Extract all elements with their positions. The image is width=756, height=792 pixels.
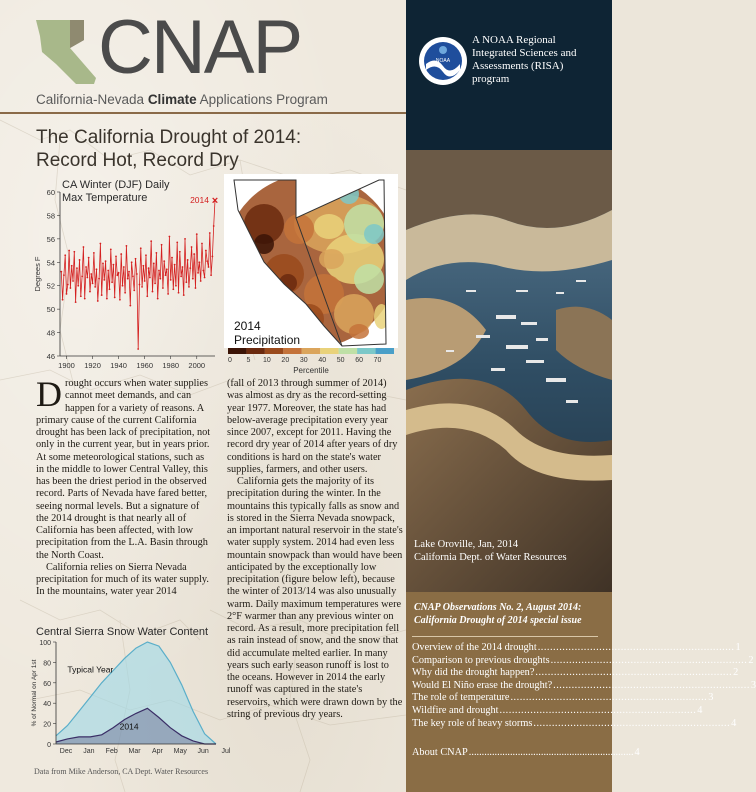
toc-leader: [510, 692, 707, 705]
page-title: The California Drought of 2014: Record Hot, Record Dry: [36, 127, 302, 171]
temperature-point: [67, 284, 69, 286]
toc-heading: CNAP Observations No. 2, August 2014: California Drought of 2014 special issue: [414, 602, 582, 626]
temperature-point: [109, 288, 111, 290]
toc-item-label: Overview of the 2014 drought: [412, 642, 537, 653]
paragraph: California gets the majority of its precipitation during the winter. In the mountains this typically falls as snow and is stored in the Sierra Nevada snowpack, an important natural reservoir in the state's water supply system. 2014 had even less mountain snowpack than would have been anticipated by the exceptionally low precipitation (figure below left), because the winter of 2013/14 was also unusually warm. Daily maximum temperatures were 2°F warmer than any previous winter on record. As a result, more precipitation fell as rain instead of snow, and the snow that did accumulate melted earlier. In many years such early season runoff is lost to the oceans. However in 2014 the early runoff was captured in the state's reservoirs, which were drawn down by the string of previous dry years.: [227, 476, 403, 720]
temperature-chart: [30, 172, 230, 372]
temperature-point: [120, 253, 122, 255]
temperature-point: [139, 284, 141, 286]
toc-item[interactable]: [412, 679, 756, 693]
temperature-point: [103, 279, 105, 281]
temperature-point: [96, 268, 98, 270]
temperature-point: [140, 247, 142, 249]
temperature-point: [76, 267, 78, 269]
temperature-point: [70, 287, 72, 289]
temperature-point: [83, 246, 85, 248]
noaa-description: A NOAA Regional Integrated Sciences and Assessments (RISA) program: [472, 34, 577, 85]
y-tick-label: 80: [43, 660, 51, 668]
toc-item-label: Why did the drought happen?: [412, 667, 535, 679]
noaa-logo-icon: [418, 36, 468, 86]
temperature-point: [129, 305, 131, 307]
toc-divider: [412, 636, 598, 637]
toc-item[interactable]: [412, 692, 714, 705]
temperature-point: [144, 280, 146, 282]
y-tick-label: 50: [46, 305, 55, 315]
temperature-point: [68, 250, 70, 252]
legend-tick: 0: [228, 357, 232, 364]
temperature-point: [166, 268, 168, 270]
snow-chart-source: Data from Mike Anderson, CA Dept. Water Resources: [34, 767, 209, 776]
temperature-point: [187, 259, 189, 261]
temperature-point: [77, 285, 79, 287]
x-tick-label: 1900: [58, 361, 75, 370]
temperature-point: [84, 298, 86, 300]
temperature-series-line: [61, 200, 215, 349]
temperature-point: [150, 240, 152, 242]
cnap-logo-text: CNAP: [98, 5, 302, 90]
chart-title: Max Temperature: [62, 192, 148, 204]
paragraph: (fall of 2013 through summer of 2014) was almost as dry as the record-setting year 1977. Moreover, the state has had below-average precipitation every year since 2007, except for 2011. Having the record dry year of 2014 after years of dry conditions is hard on the state's water supplies, farmers, and other users.: [227, 378, 398, 475]
map-region: [349, 324, 369, 339]
temperature-point: [128, 271, 130, 273]
temperature-point: [93, 252, 95, 254]
x-tick-label: 2000: [188, 361, 206, 370]
map-region: [319, 249, 344, 269]
temperature-point: [106, 298, 108, 300]
temperature-point: [88, 257, 90, 259]
legend-swatch: [339, 348, 357, 354]
toc-item-label: Comparison to previous droughts: [412, 654, 550, 666]
snow-chart: [28, 638, 231, 768]
temperature-point: [182, 266, 184, 268]
toc-item-page: 4: [731, 717, 737, 729]
temperature-point: [89, 291, 91, 293]
legend-tick: 10: [262, 357, 271, 364]
svg-text:NOAA: NOAA: [435, 58, 451, 64]
photo-caption: Lake Oroville, Jan, 2014 California Dept. of Water Resources: [414, 539, 567, 563]
temperature-point: [183, 294, 185, 296]
toc-item[interactable]: [412, 654, 754, 668]
temperature-point: [185, 281, 187, 283]
body-column-1: [36, 374, 212, 599]
record-marker: ×: [211, 195, 219, 208]
y-tick-label: 58: [46, 211, 55, 221]
legend-swatch: [320, 348, 338, 354]
temperature-point: [157, 298, 159, 300]
temperature-point: [170, 279, 172, 281]
legend-tick: 30: [299, 357, 308, 364]
legend-tick: 40: [318, 357, 327, 364]
temperature-point: [211, 256, 213, 258]
temperature-point: [165, 274, 167, 276]
temperature-point: [119, 299, 121, 301]
temperature-point: [64, 254, 66, 256]
legend-tick: 5: [246, 357, 251, 364]
temperature-point: [127, 278, 129, 280]
temperature-point: [122, 285, 124, 287]
temperature-point: [163, 260, 165, 262]
toc-item-page: 3: [750, 679, 756, 691]
temperature-point: [123, 266, 125, 268]
temperature-point: [115, 256, 117, 258]
x-tick-label: 1960: [136, 361, 154, 370]
temperature-point: [60, 271, 62, 273]
y-tick-label: 46: [46, 352, 55, 361]
y-tick-label: 60: [43, 680, 51, 688]
temperature-point: [206, 260, 208, 262]
temperature-point: [99, 243, 101, 245]
legend-swatch: [302, 348, 320, 354]
y-tick-label: 100: [39, 640, 51, 647]
temperature-point: [148, 267, 150, 269]
y-tick-label: 60: [46, 188, 55, 197]
temperature-point: [86, 277, 88, 279]
temperature-point: [172, 288, 174, 290]
temperature-point: [107, 270, 109, 272]
lake-oroville-photo: [406, 150, 612, 592]
temperature-point: [162, 287, 164, 289]
temperature-point: [114, 297, 116, 299]
legend-title: Percentile: [293, 366, 329, 375]
temperature-point: [202, 270, 204, 272]
temperature-point: [145, 254, 147, 256]
temperature-point: [176, 241, 178, 243]
map-region: [314, 214, 344, 239]
legend-tick: 20: [281, 357, 290, 364]
toc-item-label: The role of temperature: [412, 692, 510, 704]
toc-leader: [535, 667, 732, 680]
temperature-point: [105, 260, 107, 262]
temperature-point: [167, 293, 169, 295]
y-tick-label: 0: [47, 742, 51, 749]
temperature-point: [159, 278, 161, 280]
legend-swatch: [283, 348, 301, 354]
temperature-point: [184, 238, 186, 240]
temperature-point: [98, 278, 100, 280]
temperature-point: [94, 286, 96, 288]
toc-leader: [469, 747, 634, 758]
legend-swatch: [228, 348, 246, 354]
toc-item[interactable]: [412, 667, 739, 680]
temperature-point: [180, 275, 182, 277]
temperature-point: [71, 265, 73, 267]
y-tick-label: 52: [46, 281, 55, 291]
temperature-point: [169, 236, 171, 238]
temperature-point: [102, 263, 104, 265]
legend-swatch: [265, 348, 283, 354]
temperature-point: [124, 292, 126, 294]
temperature-point: [137, 348, 139, 350]
y-tick-label: 48: [46, 328, 55, 338]
toc-item[interactable]: [412, 642, 741, 655]
toc-item-label: The key role of heavy storms: [412, 717, 533, 729]
temperature-point: [110, 249, 112, 251]
temperature-point: [146, 295, 148, 297]
toc-leader: [533, 718, 730, 731]
temperature-point: [171, 257, 173, 259]
y-tick-label: 40: [43, 701, 51, 709]
y-tick-label: 54: [46, 258, 55, 268]
temperature-point: [149, 277, 151, 279]
toc-item-page: 3: [708, 692, 714, 704]
temperature-point: [200, 280, 202, 282]
toc-leader: [553, 680, 750, 693]
temperature-point: [62, 299, 64, 301]
temperature-point: [66, 293, 68, 295]
paragraph: rought occurs when water supplies cannot meet demands, and can happen for a variety of reasons. A primary cause of the current California drought has been lack of precipitation, not only in the current year, but in years prior. At some meteorological stations, such as in the middle to lower Central Valley, this has been the driest period in the observed record. Parts of Nevada have fared better, seeing normal levels. But a signature of the 2014 drought is that nearly all of California has been affected, with low precipitation from the L.A. Basin through the North Coast.: [36, 378, 211, 561]
y-axis-label: Degrees F: [33, 256, 42, 292]
toc-item[interactable]: [412, 717, 737, 731]
toc-item-page: 2: [748, 654, 754, 666]
legend-typical-year: Typical Year: [67, 664, 114, 675]
x-tick-label: 1980: [162, 361, 180, 370]
temperature-point: [80, 295, 82, 297]
toc-item-label: About CNAP: [412, 747, 468, 758]
toc-list: [412, 642, 756, 730]
temperature-point: [133, 290, 135, 292]
header-rule: [0, 112, 406, 114]
temperature-point: [174, 264, 176, 266]
temperature-point: [201, 243, 203, 245]
x-tick-label: Jul: [221, 748, 231, 755]
program-subtitle: California-Nevada Climate Applications Program: [36, 92, 328, 107]
temperature-point: [204, 277, 206, 279]
toc-item-page: 4: [697, 704, 703, 716]
temperature-point: [189, 267, 191, 269]
x-tick-label: Apr: [151, 748, 163, 755]
legend-tick: 70: [373, 357, 382, 364]
toc-item-page: 2: [733, 667, 739, 679]
temperature-point: [85, 266, 87, 268]
toc-item-label: Would El Niño erase the drought?: [412, 679, 553, 691]
temperature-point: [208, 266, 210, 268]
temperature-point: [135, 258, 137, 260]
temperature-point: [178, 292, 180, 294]
temperature-point: [158, 270, 160, 272]
temperature-point: [152, 291, 154, 293]
x-tick-label: May: [173, 748, 187, 755]
temperature-point: [161, 244, 163, 246]
x-tick-label: 1920: [84, 361, 101, 370]
temperature-point: [72, 280, 74, 282]
temperature-point: [192, 278, 194, 280]
annotation-2014: 2014: [190, 195, 209, 206]
map-title: Precipitation: [234, 333, 301, 347]
drop-cap: D: [36, 374, 62, 414]
temperature-point: [198, 261, 200, 263]
toc-leader: [538, 642, 735, 655]
temperature-point: [118, 272, 120, 274]
temperature-point: [101, 294, 103, 296]
temperature-point: [97, 300, 99, 302]
legend-swatch: [246, 348, 264, 354]
temperature-point: [205, 250, 207, 252]
x-tick-label: Mar: [128, 748, 141, 755]
body-column-2: [227, 378, 403, 721]
temperature-point: [131, 261, 133, 263]
toc-item-about[interactable]: [412, 747, 640, 758]
temperature-point: [153, 263, 155, 265]
temperature-point: [111, 281, 113, 283]
legend-tick: 50: [336, 357, 345, 364]
chart-title: CA Winter (DJF) Daily: [62, 179, 170, 191]
y-tick-label: 56: [46, 234, 55, 244]
temperature-point: [126, 245, 128, 247]
temperature-point: [179, 251, 181, 253]
map-title-year: 2014: [234, 319, 261, 333]
snow-chart-title: Central Sierra Snow Water Content: [36, 626, 208, 638]
toc-item[interactable]: [412, 704, 703, 718]
temperature-point: [191, 246, 193, 248]
temperature-point: [154, 282, 156, 284]
temperature-point: [132, 275, 134, 277]
temperature-point: [197, 272, 199, 274]
temperature-point: [75, 301, 77, 303]
temperature-point: [81, 275, 83, 277]
temperature-point: [209, 232, 211, 234]
temperature-point: [175, 285, 177, 287]
y-tick-label: 20: [43, 721, 51, 729]
temperature-point: [210, 274, 212, 276]
temperature-point: [116, 274, 118, 276]
x-tick-label: Jun: [197, 748, 209, 755]
temperature-point: [63, 274, 65, 276]
toc-item-page: 1: [735, 642, 741, 653]
legend-swatch: [357, 348, 375, 354]
toc-leader: [551, 655, 748, 668]
toc-leader: [500, 705, 697, 718]
temperature-point: [196, 233, 198, 235]
toc-item-page: 4: [634, 747, 640, 758]
legend-tick: 60: [355, 357, 364, 364]
x-tick-label: Feb: [105, 748, 118, 755]
temperature-point: [92, 282, 94, 284]
temperature-point: [142, 265, 144, 267]
toc-item-label: Wildfire and drought: [412, 704, 499, 716]
temperature-point: [141, 286, 143, 288]
precipitation-map: [224, 174, 398, 374]
temperature-point: [188, 286, 190, 288]
x-tick-label: Jan: [83, 748, 95, 755]
map-region: [354, 264, 384, 294]
temperature-point: [155, 252, 157, 254]
temperature-point: [136, 273, 138, 275]
temperature-point: [195, 287, 197, 289]
temperature-point: [113, 264, 115, 266]
y-axis-label: % of Normal on Apr 1st: [31, 659, 38, 727]
legend-2014: 2014: [119, 721, 139, 732]
temperature-point: [213, 225, 215, 227]
map-region: [284, 214, 314, 244]
temperature-point: [79, 259, 81, 261]
x-tick-label: Dec: [59, 748, 73, 755]
temperature-point: [90, 273, 92, 275]
legend-swatch: [376, 348, 394, 354]
temperature-point: [193, 253, 195, 255]
map-region: [364, 224, 384, 244]
paragraph: California relies on Sierra Nevada precipitation for much of its water supply. In the mountains, water year 2014: [36, 561, 209, 598]
temperature-point: [73, 251, 75, 253]
x-tick-label: 1940: [110, 361, 127, 370]
ca-nv-logo-icon: [36, 18, 100, 86]
